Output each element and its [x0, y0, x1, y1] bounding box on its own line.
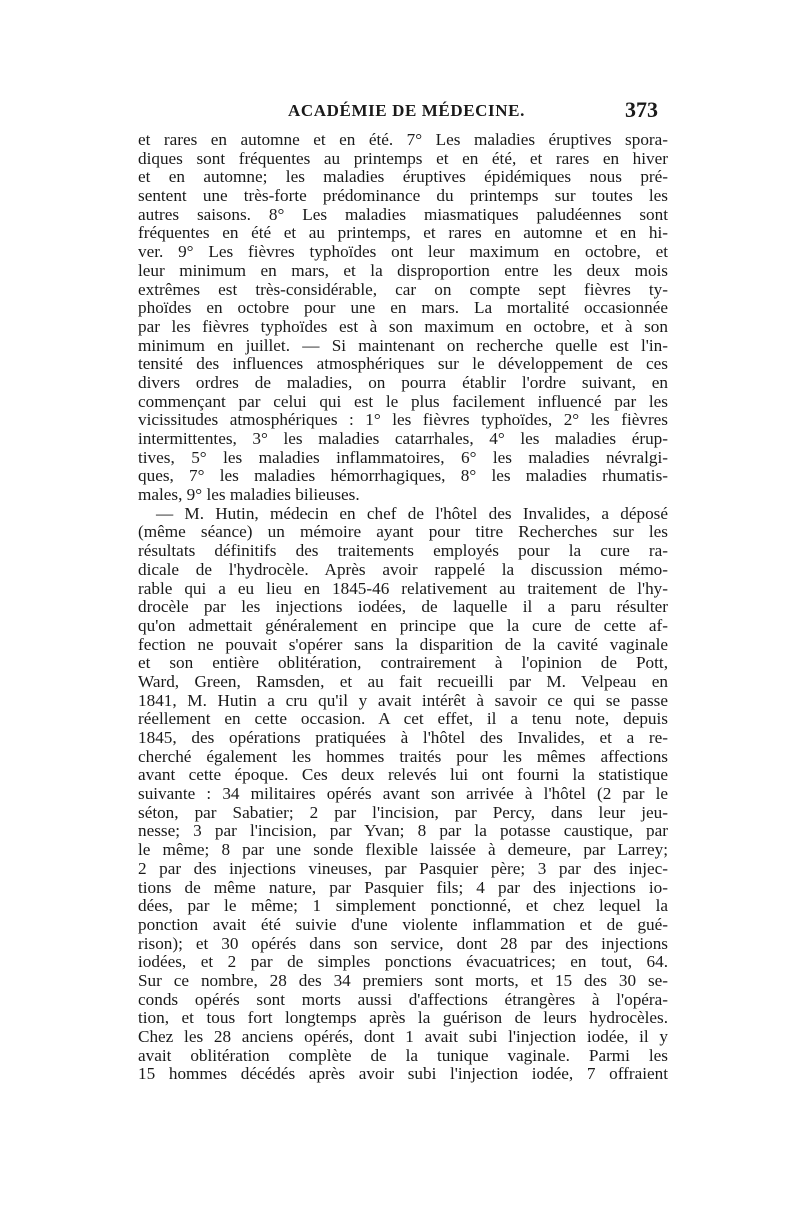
- text-line: ponction avait été suivie d'une violente inflammation et de gué-: [138, 914, 668, 934]
- text-line: et en automne; les maladies éruptives épidémiques nous pré-: [138, 167, 668, 187]
- text-line: Sur ce nombre, 28 des 34 premiers sont morts, et 15 des 30 se-: [138, 970, 668, 990]
- text-line: rable qui a eu lieu en 1845-46 relativement au traitement de l'hy-: [138, 578, 668, 598]
- text-line: conds opérés sont morts aussi d'affections étrangères à l'opéra-: [138, 989, 668, 1009]
- text-line: phoïdes en octobre pour une en mars. La mortalité occasionnée: [138, 298, 668, 318]
- text-line: diques sont fréquentes au printemps et en été, et rares en hiver: [138, 148, 668, 168]
- text-line: et son entière oblitération, contrairement à l'opinion de Pott,: [138, 653, 668, 673]
- text-line: 15 hommes décédés après avoir subi l'injection iodée, 7 offraient: [138, 1064, 668, 1084]
- text-line: cherché également les hommes traités pour les mêmes affections: [138, 746, 668, 766]
- text-line: leur minimum en mars, et la disproportion entre les deux mois: [138, 260, 668, 280]
- running-title: ACADÉMIE DE MÉDECINE.: [288, 101, 525, 120]
- text-line: autres saisons. 8° Les maladies miasmatiques paludéennes sont: [138, 204, 668, 224]
- text-line: (même séance) un mémoire ayant pour titre Recherches sur les: [138, 522, 668, 542]
- text-line: 1845, des opérations pratiquées à l'hôtel des Invalides, et a re-: [138, 728, 668, 747]
- text-line: divers ordres de maladies, on pourra établir l'ordre suivant, en: [138, 372, 668, 392]
- text-line: tensité des influences atmosphériques sur le développement de ces: [138, 354, 668, 374]
- text-line: 2 par des injections vineuses, par Pasquier père; 3 par des injec-: [138, 858, 668, 878]
- text-line: avait oblitération complète de la tunique vaginale. Parmi les: [138, 1045, 668, 1065]
- text-line: par les fièvres typhoïdes est à son maximum en octobre, et à son: [138, 316, 668, 336]
- body-text: [138, 131, 668, 1084]
- text-line: intermittentes, 3° les maladies catarrhales, 4° les maladies érup-: [138, 429, 668, 448]
- page-number: 373: [625, 97, 658, 122]
- text-line: tions de même nature, par Pasquier fils; 4 par des injections io-: [138, 877, 668, 897]
- text-line: ques, 7° les maladies hémorrhagiques, 8° les maladies rhumatis-: [138, 466, 668, 486]
- text-line: nesse; 3 par l'incision, par Yvan; 8 par la potasse caustique, par: [138, 821, 668, 841]
- text-line: tion, et tous fort longtemps après la guérison de leurs hydrocèles.: [138, 1008, 668, 1028]
- text-line: dicale de l'hydrocèle. Après avoir rappelé la discussion mémo-: [138, 559, 668, 579]
- text-line: résultats définitifs des traitements employés pour la cure ra-: [138, 541, 668, 561]
- text-line: le même; 8 par une sonde flexible laissée à demeure, par Larrey;: [138, 840, 668, 860]
- text-line: drocèle par les injections iodées, de laquelle il a paru résulter: [138, 597, 668, 617]
- text-line: avant cette époque. Ces deux relevés lui ont fourni la statistique: [138, 765, 668, 785]
- text-line: vicissitudes atmosphériques : 1° les fièvres typhoïdes, 2° les fièvres: [138, 410, 668, 430]
- text-line: extrêmes est très-considérable, car on compte sept fièvres ty-: [138, 279, 668, 299]
- text-line: iodées, et 2 par de simples ponctions évacuatrices; en tout, 64.: [138, 952, 668, 972]
- text-line: tives, 5° les maladies inflammatoires, 6° les maladies névralgi-: [138, 447, 668, 467]
- text-line: et rares en automne et en été. 7° Les maladies éruptives spora-: [138, 130, 668, 149]
- text-line: séton, par Sabatier; 2 par l'incision, par Percy, dans leur jeu-: [138, 802, 668, 822]
- text-line: males, 9° les maladies bilieuses.: [138, 485, 360, 505]
- text-line: fréquentes en été et au printemps, et rares en automne et en hi-: [138, 223, 668, 243]
- text-line: 1841, M. Hutin a cru qu'il y avait intérêt à savoir ce qui se passe: [138, 690, 668, 710]
- text-line: rison); et 30 opérés dans son service, dont 28 par des injections: [138, 933, 668, 953]
- text-line: suivante : 34 militaires opérés avant son arrivée à l'hôtel (2 par le: [138, 784, 668, 804]
- text-line: Ward, Green, Ramsden, et au fait recueilli par M. Velpeau en: [138, 671, 668, 691]
- text-line: réellement en cette occasion. A cet effet, il a tenu note, depuis: [138, 709, 668, 729]
- text-line: Chez les 28 anciens opérés, dont 1 avait subi l'injection iodée, il y: [138, 1027, 668, 1046]
- running-head: [138, 97, 658, 127]
- text-line: — M. Hutin, médecin en chef de l'hôtel des Invalides, a déposé: [156, 503, 668, 523]
- text-line: commençant par celui qui est le plus facilement influencé par les: [138, 391, 668, 411]
- text-line: sentent une très-forte prédominance du printemps sur toutes les: [138, 186, 668, 206]
- text-line: dées, par le même; 1 simplement ponctionné, et chez lequel la: [138, 896, 668, 916]
- text-line: qu'on admettait généralement en principe que la cure de cette af-: [138, 615, 668, 635]
- text-line: minimum en juillet. — Si maintenant on recherche quelle est l'in-: [138, 335, 668, 355]
- text-line: ver. 9° Les fièvres typhoïdes ont leur maximum en octobre, et: [138, 242, 668, 262]
- text-line: fection ne pouvait s'opérer sans la disparition de la cavité vaginale: [138, 634, 668, 654]
